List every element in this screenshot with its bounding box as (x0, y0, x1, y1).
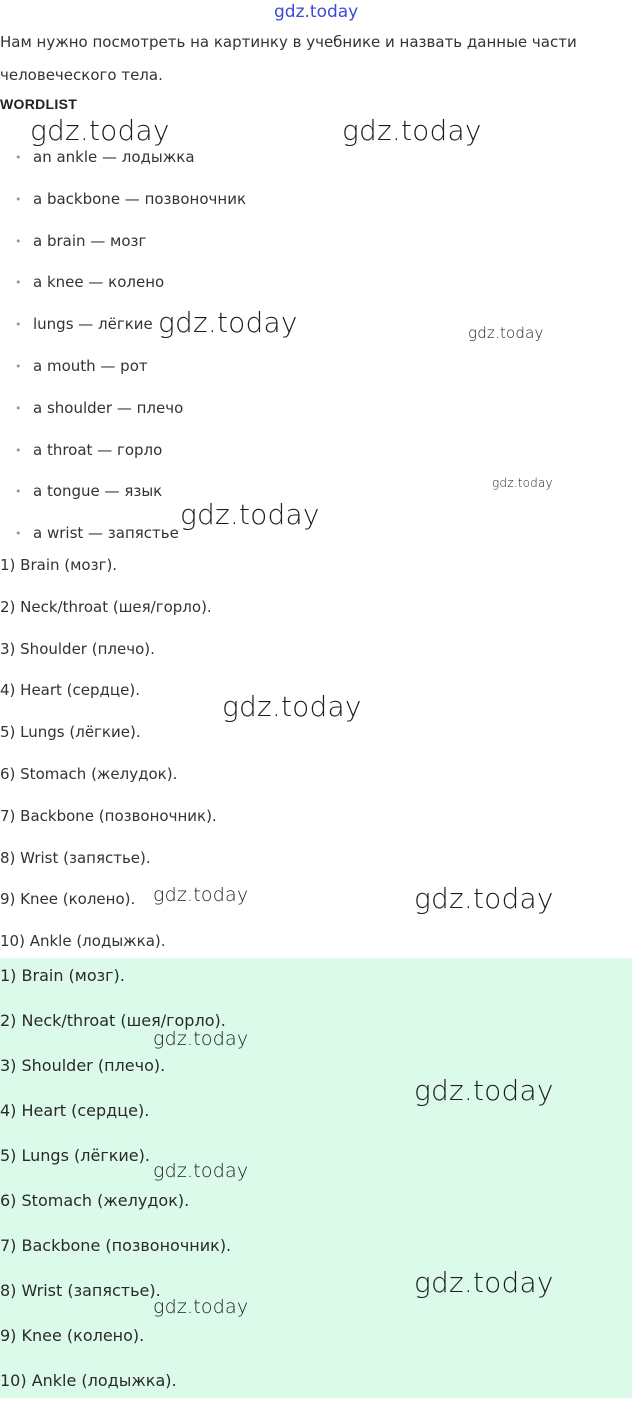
highlighted-answer-item: 5) Lungs (лёгкие). (0, 1146, 150, 1165)
watermark: gdz.today (222, 690, 362, 723)
highlighted-answer-item: 1) Brain (мозг). (0, 966, 125, 985)
watermark: gdz.today (153, 1028, 249, 1050)
wordlist-item: • lungs — лёгкие (0, 304, 246, 346)
highlighted-answer-item: 8) Wrist (запястье). (0, 1281, 161, 1300)
answer-item: 3) Shoulder (плечо). (0, 639, 155, 658)
answer-item: 6) Stomach (желудок). (0, 764, 178, 783)
highlighted-answer-item: 10) Ankle (лодыжка). (0, 1371, 177, 1390)
wordlist-item: • a mouth — рот (0, 346, 246, 388)
site-brand-logo[interactable]: gdz.today (274, 2, 359, 22)
answer-item: 7) Backbone (позвоночник). (0, 806, 217, 825)
answer-item: 1) Brain (мозг). (0, 556, 118, 574)
wordlist-item: • a shoulder — плечо (0, 388, 246, 430)
watermark: gdz.today (492, 476, 553, 490)
watermark: gdz.today (158, 306, 298, 339)
watermark: gdz.today (342, 114, 482, 147)
highlighted-answer-item: 2) Neck/throat (шея/горло). (0, 1011, 226, 1030)
answer-item: 5) Lungs (лёгкие). (0, 723, 141, 742)
wordlist-item: • a brain — мозг (0, 221, 246, 263)
wordlist-item: • a knee — колено (0, 262, 246, 304)
highlighted-answer-item: 9) Knee (колено). (0, 1326, 145, 1345)
answer-item: 4) Heart (сердце). (0, 681, 140, 700)
watermark: gdz.today (30, 114, 170, 147)
highlighted-answer-item: 4) Heart (сердце). (0, 1101, 150, 1120)
wordlist (0, 137, 246, 555)
answer-item: 10) Ankle (лодыжка). (0, 932, 166, 951)
watermark: gdz.today (468, 324, 544, 342)
answer-item: 2) Neck/throat (шея/горло). (0, 597, 212, 616)
watermark: gdz.today (414, 882, 554, 915)
wordlist-item: • a backbone — позвоночник (0, 179, 246, 221)
answer-item: 9) Knee (колено). (0, 890, 136, 909)
wordlist-item: • an ankle — лодыжка (0, 137, 246, 179)
intro-text: Нам нужно посмотреть на картинку в учебнике и назвать данные части человеческого тела. (0, 33, 577, 84)
wordlist-heading: WORDLIST (0, 96, 78, 112)
watermark: gdz.today (153, 884, 249, 906)
answer-item: 8) Wrist (запястье). (0, 848, 151, 867)
watermark: gdz.today (153, 1160, 249, 1182)
highlighted-answer-item: 3) Shoulder (плечо). (0, 1056, 166, 1075)
wordlist-item: • a tongue — язык (0, 471, 246, 513)
highlighted-answer-item: 7) Backbone (позвоночник). (0, 1236, 232, 1255)
watermark: gdz.today (414, 1266, 554, 1299)
wordlist-item: • a throat — горло (0, 430, 246, 472)
watermark: gdz.today (180, 498, 320, 531)
highlighted-answer-item: 6) Stomach (желудок). (0, 1191, 190, 1210)
wordlist-item: • a wrist — запястье (0, 513, 246, 555)
watermark: gdz.today (153, 1296, 249, 1318)
watermark: gdz.today (414, 1074, 554, 1107)
